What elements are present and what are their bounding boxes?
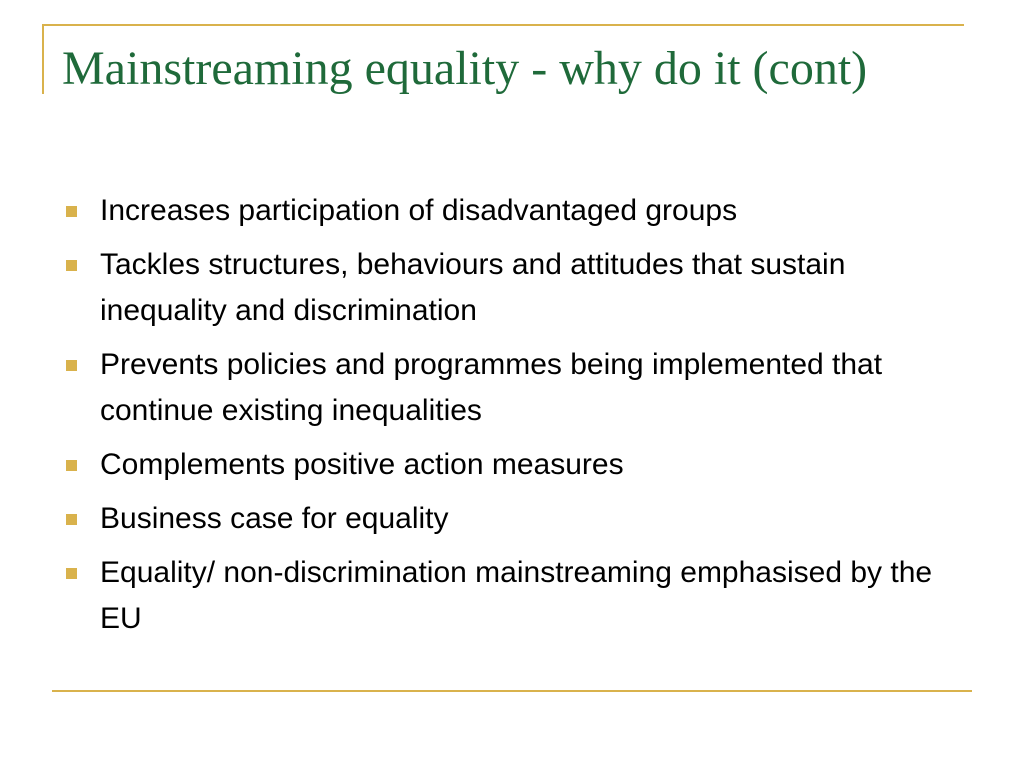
bullet-text: Equality/ non-discrimination mainstreaming emphasised by the EU [100, 556, 933, 635]
top-accent-rule [42, 24, 964, 26]
square-bullet-icon [66, 568, 77, 579]
square-bullet-icon [66, 514, 77, 525]
square-bullet-icon [66, 460, 77, 471]
square-bullet-icon [66, 206, 77, 217]
bullet-item [64, 442, 944, 488]
bullet-text: Increases participation of disadvantaged groups [100, 194, 738, 227]
bullet-text: Prevents policies and programmes being implemented that continue existing inequalities [100, 348, 883, 427]
slide-title: Mainstreaming equality - why do it (cont) [62, 42, 868, 95]
bullet-item [64, 496, 944, 542]
left-accent-rule [42, 24, 44, 94]
bullet-list [64, 188, 944, 650]
bullet-item [64, 342, 944, 434]
bullet-text: Business case for equality [100, 502, 449, 535]
bullet-item [64, 242, 944, 334]
square-bullet-icon [66, 260, 77, 271]
bullet-text: Complements positive action measures [100, 448, 624, 481]
square-bullet-icon [66, 360, 77, 371]
bullet-item [64, 550, 944, 642]
bullet-text: Tackles structures, behaviours and attitudes that sustain inequality and discrimination [100, 248, 846, 327]
bottom-accent-rule [52, 690, 972, 692]
bullet-item [64, 188, 944, 234]
